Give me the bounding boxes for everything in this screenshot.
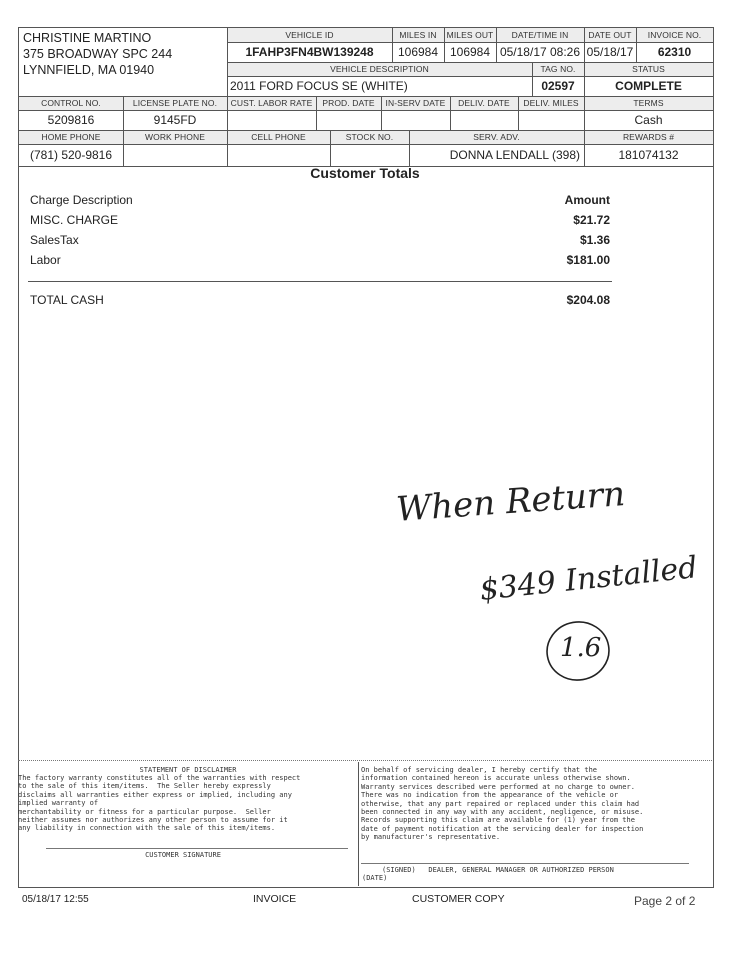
signed-label: (SIGNED) DEALER, GENERAL MANAGER OR AUTHORIZED PERSON <box>382 866 614 874</box>
label-miles-in: MILES IN <box>399 30 437 40</box>
license-plate-value: 9145FD <box>153 113 197 127</box>
status-value: COMPLETE <box>615 79 682 93</box>
charge-line-desc: SalesTax <box>30 233 79 247</box>
date-label: (DATE) <box>362 874 388 882</box>
label-invoice-no: INVOICE NO. <box>647 30 702 40</box>
customer-address-line2: LYNNFIELD, MA 01940 <box>23 63 155 77</box>
label-serv-adv: SERV. ADV. <box>473 132 520 142</box>
label-vehicle-id: VEHICLE ID <box>285 30 334 40</box>
customer-name: CHRISTINE MARTINO <box>23 31 152 45</box>
total-cash-label: TOTAL CASH <box>30 293 104 307</box>
label-vehicle-description: VEHICLE DESCRIPTION <box>330 64 429 74</box>
customer-signature-label: CUSTOMER SIGNATURE <box>145 851 221 859</box>
tag-no-value: 02597 <box>541 79 575 93</box>
label-status: STATUS <box>632 64 665 74</box>
handwritten-note-line1: When Return <box>395 474 627 530</box>
handwritten-note-line2: $349 Installed <box>478 550 700 608</box>
serv-adv-value: DONNA LENDALL (398) <box>449 148 580 162</box>
handwritten-circled-value: 1.6 <box>560 633 602 663</box>
vehicle-vin: 1FAHP3FN4BW139248 <box>245 45 374 59</box>
customer-address-line1: 375 BROADWAY SPC 244 <box>23 47 173 61</box>
label-prod-date: PROD. DATE <box>322 98 375 108</box>
miles-in-value: 106984 <box>397 45 439 59</box>
label-home-phone: HOME PHONE <box>41 132 101 142</box>
charge-line-amount: $21.72 <box>573 213 610 227</box>
label-date-out: DATE OUT <box>588 30 632 40</box>
label-rewards: REWARDS # <box>622 132 675 142</box>
disclaimer-text: The factory warranty constitutes all of the warranties with respect to the sale of this item/items. The Seller hereby expressly disclaims all warranties either express or implied, including any implied warranty of merchantability or fitness for a particular purpose. Seller neither assumes nor authorizes any other person to assume for it any liability in connection with the sale of this item/items. <box>18 774 301 833</box>
total-cash-amount: $204.08 <box>566 293 610 307</box>
footer-page-number: Page 2 of 2 <box>634 894 696 908</box>
label-stock-no: STOCK NO. <box>345 132 394 142</box>
footer-doc-type: INVOICE <box>253 893 297 905</box>
amount-header: Amount <box>564 193 610 207</box>
label-deliv-date: DELIV. DATE <box>458 98 510 108</box>
home-phone-value: (781) 520-9816 <box>29 148 113 162</box>
control-no-value: 5209816 <box>47 113 95 127</box>
label-terms: TERMS <box>633 98 664 108</box>
label-tag-no: TAG NO. <box>540 64 576 74</box>
label-license-plate: LICENSE PLATE NO. <box>132 98 218 108</box>
charge-line-amount: $1.36 <box>579 233 610 247</box>
label-cell-phone: CELL PHONE <box>251 132 306 142</box>
charge-description-header: Charge Description <box>30 193 133 207</box>
label-deliv-miles: DELIV. MILES <box>523 98 579 108</box>
charge-line-amount: $181.00 <box>566 253 610 267</box>
date-out-value: 05/18/17 <box>586 45 634 59</box>
label-work-phone: WORK PHONE <box>144 132 206 142</box>
label-in-serv-date: IN-SERV DATE <box>385 98 446 108</box>
invoice-no-value: 62310 <box>657 45 692 59</box>
label-control-no: CONTROL NO. <box>41 98 101 108</box>
label-miles-out: MILES OUT <box>446 30 494 40</box>
totals-divider <box>28 281 612 282</box>
charge-line-desc: MISC. CHARGE <box>30 213 119 227</box>
footer-copy-label: CUSTOMER COPY <box>412 893 505 905</box>
disclaimer-title: STATEMENT OF DISCLAIMER <box>139 766 237 774</box>
charge-line-desc: Labor <box>30 253 61 267</box>
customer-block <box>23 30 172 78</box>
datetime-in-value: 05/18/17 08:26 <box>499 45 581 59</box>
vehicle-description-value: 2011 FORD FOCUS SE (WHITE) <box>230 79 408 93</box>
terms-value: Cash <box>634 113 663 127</box>
footer-timestamp: 05/18/17 12:55 <box>22 894 89 905</box>
label-datetime-in: DATE/TIME IN <box>511 30 569 40</box>
certify-text: On behalf of servicing dealer, I hereby certify that the information contained hereon is accurate unless otherwise shown. Warranty services described were performed at no charge to owner. There was no indication from the appearance of the vehicle or otherwise, that any part repaired or replaced under this claim had been connected in any way with any accident, negligence, or misuse. Records supporting this claim are available for (1) year from the date of payment notification at the servicing dealer for inspection by manufacturer's representative. <box>361 766 644 842</box>
rewards-value: 181074132 <box>618 148 679 162</box>
header-grid <box>18 27 714 167</box>
label-cust-labor-rate: CUST. LABOR RATE <box>230 98 313 108</box>
miles-out-value: 106984 <box>449 45 491 59</box>
customer-totals-title: Customer Totals <box>310 165 420 181</box>
